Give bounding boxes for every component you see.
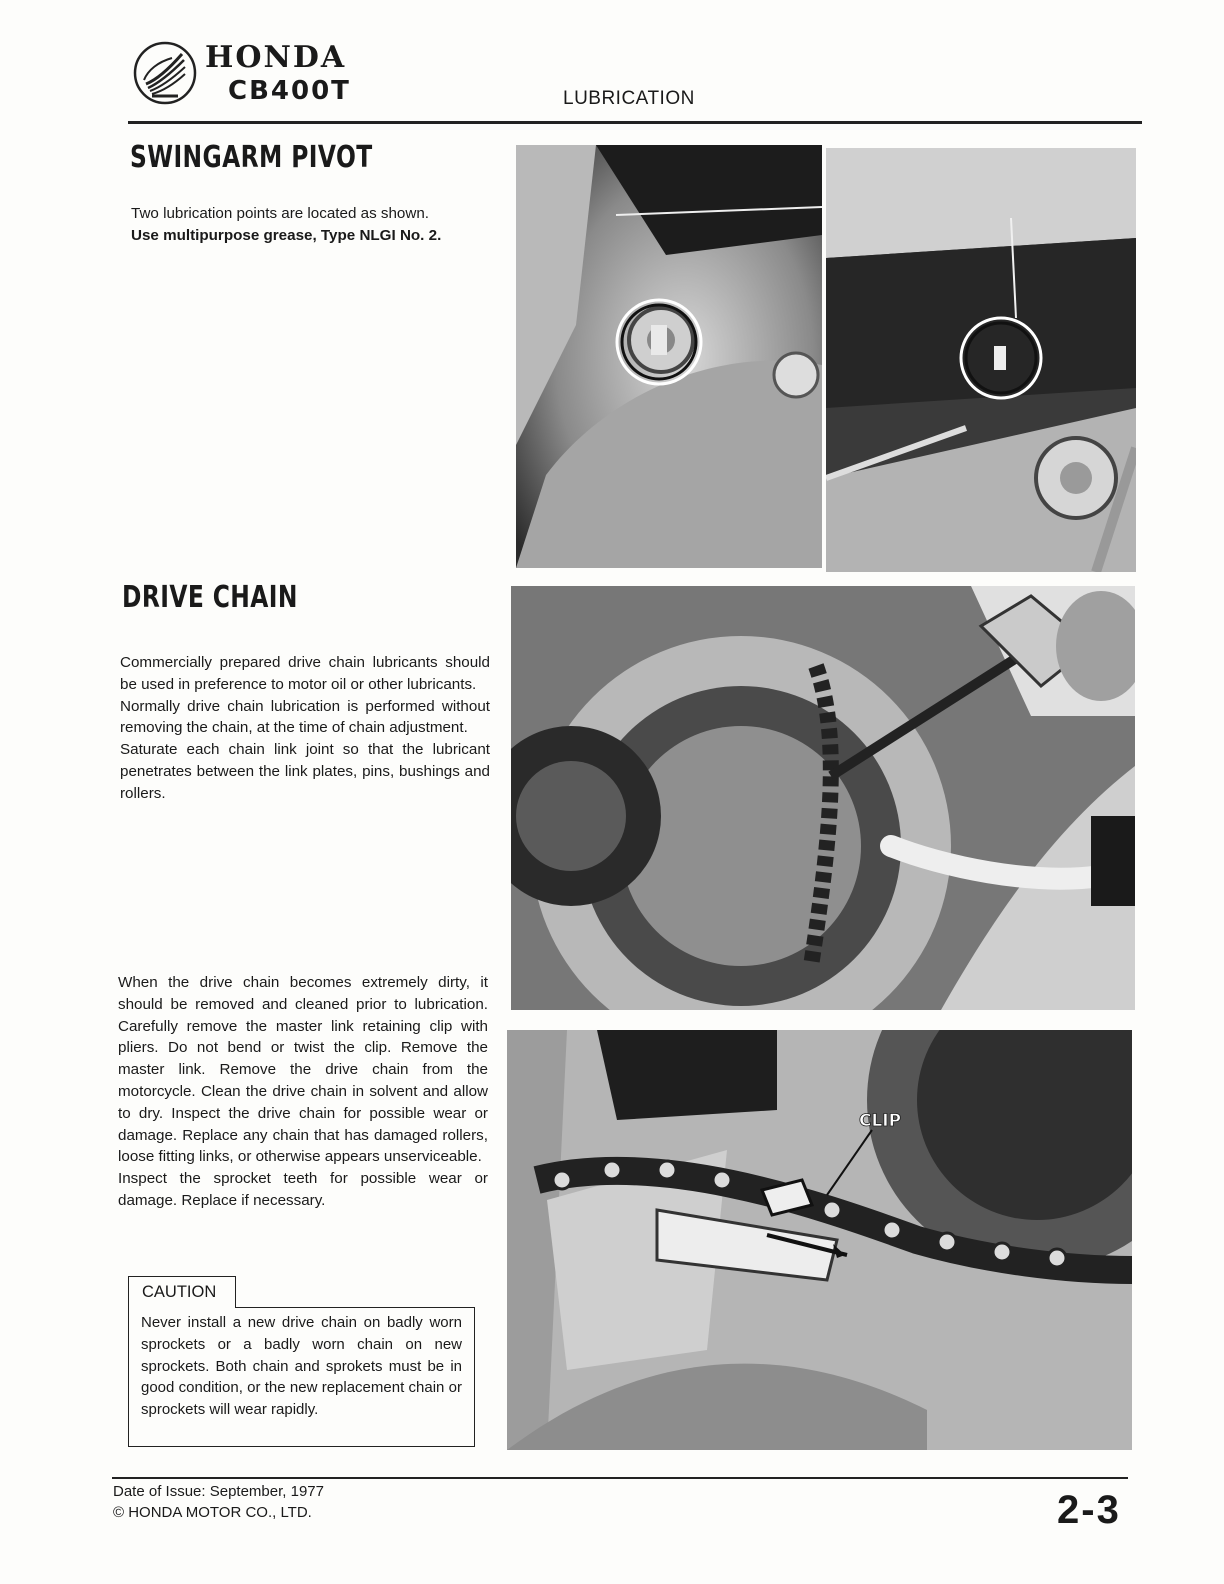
- drive-chain-paragraph-2: [118, 972, 488, 1212]
- drive-chain-heading: DRIVE CHAIN: [122, 580, 298, 615]
- drive-chain-text-c: Saturate each chain link joint so that the lubricant penetrates between the link plates, pins, bushings and rollers.: [120, 741, 490, 802]
- issue-date: Date of Issue: September, 1977: [113, 1483, 324, 1500]
- drive-chain-text-a: Commercially prepared drive chain lubricants should be used in preference to motor oil or other lubricants.: [120, 654, 490, 693]
- section-title: LUBRICATION: [563, 88, 695, 109]
- drive-chain-cleaning-text: When the drive chain becomes extremely dirty, it should be removed and cleaned prior to lubrication. Carefully remove the master link retaining clip with pliers. Do not bend or twist the clip. Remove the master link. Remove the drive chain from the motorcycle. Clean the drive chain in solvent and allow to dry. Inspect the drive chain for possible wear or damage. Replace any chain that has damaged rollers, loose fitting links, or otherwise appears unserviceable.: [118, 974, 488, 1166]
- swingarm-pivot-photo-left: [516, 145, 822, 568]
- sprocket-inspection-text: Inspect the sprocket teeth for possible wear or damage. Replace if necessary.: [118, 1170, 488, 1209]
- swingarm-pivot-heading: SWINGARM PIVOT: [130, 140, 373, 175]
- copyright: © HONDA MOTOR CO., LTD.: [113, 1504, 312, 1521]
- drive-chain-text-b: Normally drive chain lubrication is performed without removing the chain, at the time of chain adjustment.: [120, 697, 490, 737]
- swingarm-pivot-photo-right: [826, 148, 1136, 572]
- page-number: 2-3: [1057, 1488, 1121, 1532]
- swingarm-line-2: Use multipurpose grease, Type NLGI No. 2.: [131, 226, 442, 244]
- caution-label: CAUTION: [128, 1276, 236, 1308]
- swingarm-pivot-text: [131, 203, 499, 247]
- model-name: CB400T: [228, 76, 351, 106]
- swingarm-line-1: Two lubrication points are located as shown.: [131, 205, 430, 222]
- footer-divider: [112, 1477, 1128, 1479]
- master-link-clip-photo: [507, 1030, 1132, 1450]
- drive-chain-paragraph-1: [120, 652, 490, 805]
- honda-wing-logo: [132, 40, 198, 106]
- caution-box: [128, 1307, 475, 1447]
- clip-label: CLIP: [859, 1111, 902, 1131]
- drive-chain-lubrication-photo: [511, 586, 1135, 1010]
- header-divider: [128, 121, 1142, 124]
- caution-text: Never install a new drive chain on badly worn sprockets or a badly worn chain on new sprockets. Both chain and sprokets must be in good condition, or the new replacement chain or sprockets will wear rapidly.: [141, 1314, 462, 1419]
- brand-name: HONDA: [205, 40, 347, 75]
